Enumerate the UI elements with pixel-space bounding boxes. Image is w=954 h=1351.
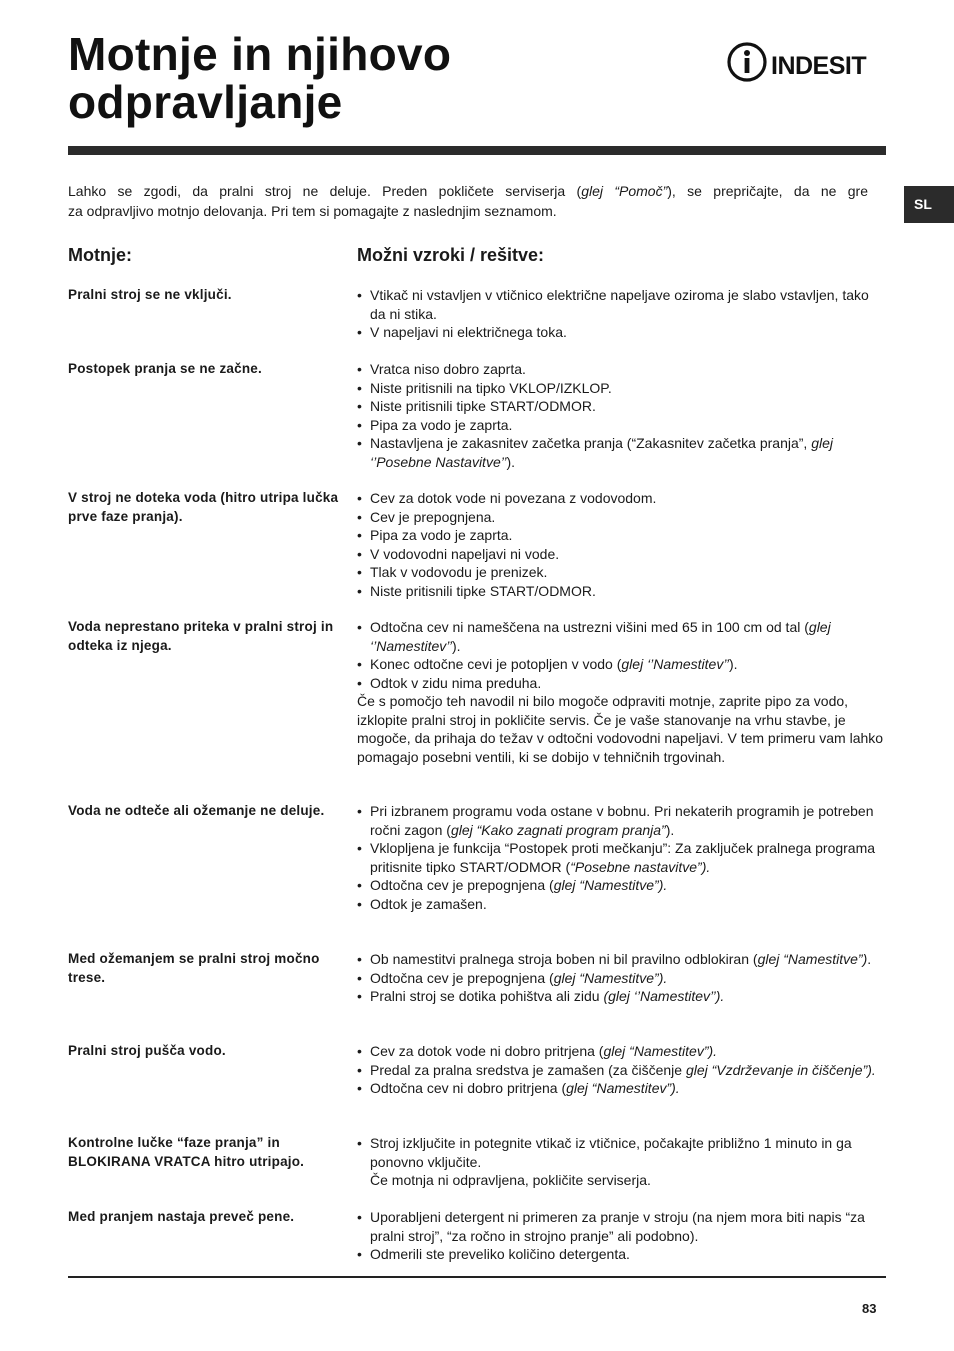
cause-item bbox=[357, 895, 887, 914]
bullet-icon: • bbox=[357, 619, 362, 635]
bullet-icon: • bbox=[357, 1246, 362, 1262]
brand-wordmark: INDESIT bbox=[771, 52, 867, 80]
header-rule bbox=[68, 146, 886, 155]
cause-item bbox=[357, 397, 887, 416]
bullet-icon: • bbox=[357, 416, 362, 433]
problem-title: V stroj ne doteka voda (hitro utripa lučka prve faze pranja). bbox=[68, 490, 339, 524]
cause-list bbox=[357, 950, 887, 1006]
cause-text: Odtočna cev ni dobro pritrjena (glej “Namestitev”). bbox=[370, 1080, 680, 1096]
cause-text: Odtok v zidu nima preduha. bbox=[370, 674, 542, 691]
bullet-icon: • bbox=[357, 398, 362, 414]
cause-text: Niste pritisnili na tipko VKLOP/IZKLOP. bbox=[370, 379, 612, 396]
bullet-icon: • bbox=[357, 527, 362, 543]
cause-text: Cev je prepognjena. bbox=[370, 508, 496, 525]
bullet-icon: • bbox=[357, 951, 362, 967]
problem-title: Voda ne odteče ali ožemanje ne deluje. bbox=[68, 803, 325, 818]
cause-item bbox=[357, 1245, 887, 1264]
bullet-icon: • bbox=[357, 1135, 362, 1151]
intro-line: za odpravljivo motnjo delovanja. Pri tem si pomagajte z naslednjim seznamom. bbox=[68, 203, 557, 219]
bullet-icon: • bbox=[357, 508, 362, 525]
cause-item bbox=[357, 379, 887, 398]
cause-text: Ob namestitvi pralnega stroja boben ni bil pravilno odblokiran (glej “Namestitve”). bbox=[370, 951, 872, 967]
cause-text: Nastavljena je zakasnitev začetka pranja (“Zakasnitev začetka pranja”, glej ‘’Posebne Nastavitve’’). bbox=[370, 435, 834, 470]
cause-item bbox=[357, 618, 887, 655]
cause-item bbox=[357, 1134, 887, 1171]
problem-title: Med ožemanjem se pralni stroj močno trese. bbox=[68, 951, 320, 985]
bullet-icon: • bbox=[357, 1080, 362, 1096]
indesit-logo bbox=[726, 41, 888, 83]
bullet-icon: • bbox=[357, 877, 362, 893]
bullet-icon: • bbox=[357, 361, 362, 377]
cause-text: Stroj izključite in potegnite vtikač iz vtičnice, počakajte približno 1 minuto in ga ponovno vključite. bbox=[370, 1135, 852, 1170]
problem-title: Kontrolne lučke “faze pranja” in BLOKIRANA VRATCA hitro utripajo. bbox=[68, 1135, 305, 1169]
cause-text: Predal za pralna sredstva je zamašen (za čiščenje glej “Vzdrževanje in čiščenje”). bbox=[370, 1061, 876, 1078]
cause-item bbox=[357, 286, 887, 323]
cause-text: Vklopljena je funkcija “Postopek proti mečkanju”: Za zaključek pralnega programa pritisnite tipko START/ODMOR (“Posebne nastavitve”). bbox=[370, 840, 876, 875]
cause-list bbox=[357, 1134, 887, 1190]
cause-item bbox=[357, 802, 887, 839]
cause-item bbox=[357, 360, 887, 379]
cause-text: Vtikač ni vstavljen v vtičnico električne napeljave oziroma je slabo vstavljen, tako da ni stika. bbox=[370, 287, 869, 322]
cause-text: Odtočna cev je prepognjena (glej “Namestitve”). bbox=[370, 969, 668, 986]
bullet-icon: • bbox=[357, 674, 362, 691]
cause-text: Cev za dotok vode ni povezana z vodovodom. bbox=[370, 490, 657, 506]
cause-item bbox=[357, 434, 887, 471]
cause-list bbox=[357, 618, 887, 766]
cause-item bbox=[357, 489, 887, 508]
footer-rule bbox=[68, 1276, 886, 1278]
bullet-icon: • bbox=[357, 840, 362, 856]
page-title: Motnje in njihovo odpravljanje bbox=[68, 28, 452, 128]
cause-text: Odmerili ste preveliko količino detergenta. bbox=[370, 1246, 630, 1262]
bullet-icon: • bbox=[357, 324, 362, 340]
cause-text: Niste pritisnili tipke START/ODMOR. bbox=[370, 582, 596, 599]
cause-text: Uporabljeni detergent ni primeren za pranje v stroju (na njem mora biti napis “za pralni stroj”, “za ročno in strojno pranje” ali podobno). bbox=[370, 1209, 865, 1244]
cause-item bbox=[357, 416, 887, 435]
intro-paragraph bbox=[68, 181, 868, 221]
cause-item bbox=[357, 545, 887, 564]
cause-item bbox=[357, 508, 887, 527]
bullet-icon: • bbox=[357, 582, 362, 599]
cause-text: Tlak v vodovodu je prenizek. bbox=[370, 564, 548, 580]
bullet-icon: • bbox=[357, 287, 362, 303]
cause-text: Pralni stroj se dotika pohištva ali zidu (glej ‘’Namestitev’’). bbox=[370, 988, 725, 1004]
bullet-icon: • bbox=[357, 1209, 362, 1225]
problem-title: Pralni stroj pušča vodo. bbox=[68, 1043, 226, 1058]
problem-title: Voda neprestano priteka v pralni stroj in odteka iz njega. bbox=[68, 619, 334, 653]
cause-text: V napeljavi ni električnega toka. bbox=[370, 324, 567, 340]
cause-item bbox=[357, 323, 887, 342]
language-tab: SL bbox=[904, 186, 954, 223]
cause-item bbox=[357, 839, 887, 876]
cause-text: Konec odtočne cevi je potopljen v vodo (glej ‘’Namestitev’’). bbox=[370, 656, 738, 672]
bullet-icon: • bbox=[357, 490, 362, 506]
cause-note: Če s pomočjo teh navodil ni bilo mogoče odpraviti motnje, zaprite pipo za vodo, izklopite pralni stroj in pokličite servis. Če je vaše stanovanje na vrhu stavbe, je mogoče, da prihaja do težav v odtočni vodovodni napeljavi. V tem primeru vam lahko pomagajo posebni ventili, ki se dobijo v tehničnih trgovinah. bbox=[357, 693, 884, 765]
cause-item bbox=[357, 950, 887, 969]
page-number: 83 bbox=[862, 1301, 877, 1316]
cause-text: Pipa za vodo je zaprta. bbox=[370, 416, 513, 433]
cause-list bbox=[357, 1208, 887, 1264]
bullet-icon: • bbox=[357, 988, 362, 1004]
cause-text: Odtočna cev ni nameščena na ustrezni višini med 65 in 100 cm od tal (glej ‘’Namestitev’’). bbox=[370, 619, 831, 654]
bullet-icon: • bbox=[357, 656, 362, 672]
column-heading-causes: Možni vzroki / rešitve: bbox=[357, 245, 545, 265]
cause-list bbox=[357, 360, 887, 471]
cause-item bbox=[357, 1079, 887, 1098]
cause-item bbox=[357, 876, 887, 895]
cause-item bbox=[357, 969, 887, 988]
cause-text: Cev za dotok vode ni dobro pritrjena (glej “Namestitev”). bbox=[370, 1043, 718, 1059]
cause-text: Pipa za vodo je zaprta. bbox=[370, 527, 513, 543]
cause-text: Odtočna cev je prepognjena (glej “Namestitve”). bbox=[370, 877, 668, 893]
bullet-icon: • bbox=[357, 564, 362, 580]
cause-item bbox=[357, 1042, 887, 1061]
column-heading-problems: Motnje: bbox=[68, 245, 132, 265]
cause-text: Odtok je zamašen. bbox=[370, 895, 487, 912]
bullet-icon: • bbox=[357, 1043, 362, 1059]
cause-text: V vodovodni napeljavi ni vode. bbox=[370, 545, 560, 562]
cause-item bbox=[357, 987, 887, 1006]
cause-item bbox=[357, 655, 887, 674]
cause-item bbox=[357, 526, 887, 545]
cause-item bbox=[357, 1061, 887, 1080]
bullet-icon: • bbox=[357, 969, 362, 986]
cause-list bbox=[357, 286, 887, 342]
intro-line: Lahko se zgodi, da pralni stroj ne deluje. Preden pokličete serviserja (glej “Pomoč”), se prepričajte, da ne gre bbox=[68, 183, 868, 199]
cause-text: Niste pritisnili tipke START/ODMOR. bbox=[370, 398, 596, 414]
problem-title: Pralni stroj se ne vključi. bbox=[68, 287, 232, 302]
cause-item bbox=[357, 1208, 887, 1245]
problem-title: Postopek pranja se ne začne. bbox=[68, 361, 262, 376]
cause-subnote: Če motnja ni odpravljena, pokličite serviserja. bbox=[370, 1172, 651, 1188]
cause-text: Pri izbranem programu voda ostane v bobnu. Pri nekaterih programih je potreben ročni zagon (glej “Kako zagnati program pranja”). bbox=[370, 803, 874, 838]
cause-list bbox=[357, 489, 887, 600]
cause-list bbox=[357, 1042, 887, 1098]
bullet-icon: • bbox=[357, 1061, 362, 1078]
bullet-icon: • bbox=[357, 545, 362, 562]
bullet-icon: • bbox=[357, 435, 362, 451]
cause-item bbox=[357, 582, 887, 601]
cause-item bbox=[357, 674, 887, 693]
cause-text: Vratca niso dobro zaprta. bbox=[370, 361, 526, 377]
bullet-icon: • bbox=[357, 379, 362, 396]
cause-item bbox=[357, 563, 887, 582]
cause-list bbox=[357, 802, 887, 913]
problem-title: Med pranjem nastaja preveč pene. bbox=[68, 1209, 295, 1224]
bullet-icon: • bbox=[357, 803, 362, 819]
bullet-icon: • bbox=[357, 895, 362, 912]
